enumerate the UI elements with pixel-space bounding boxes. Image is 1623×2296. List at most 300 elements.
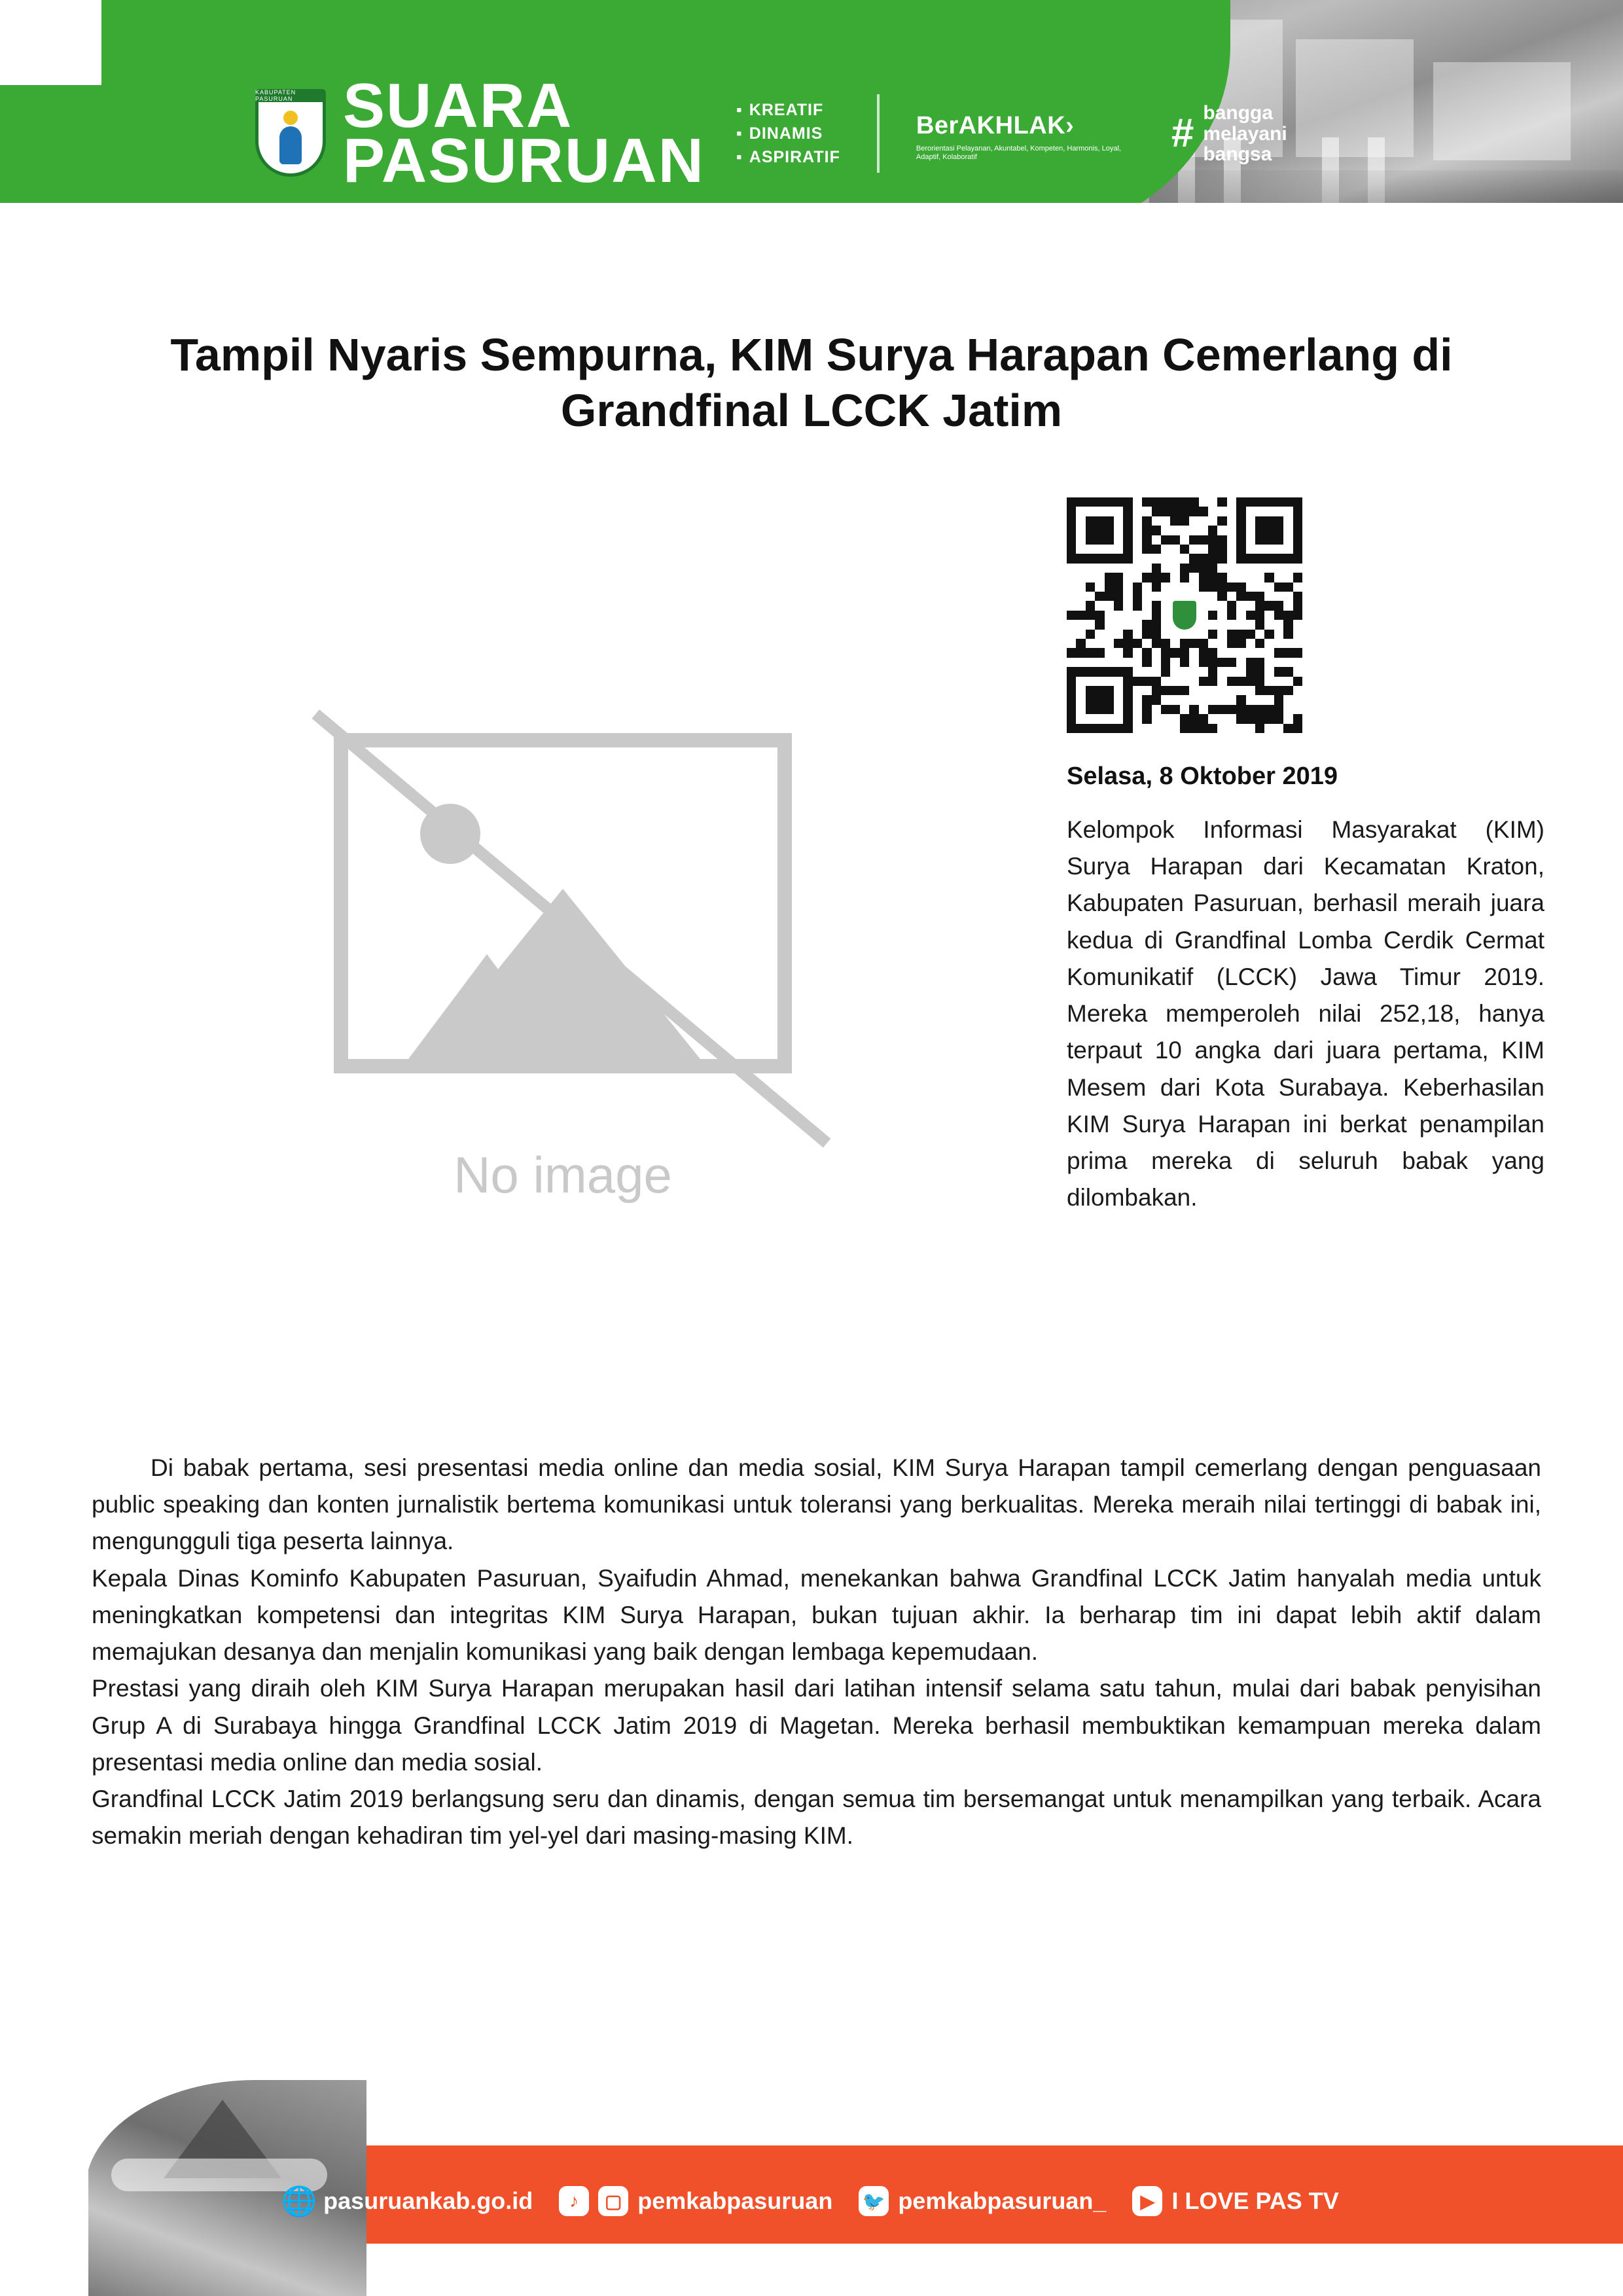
qr-module <box>1236 592 1245 601</box>
qr-module <box>1189 714 1198 723</box>
qr-module <box>1264 526 1274 535</box>
qr-module <box>1095 535 1104 545</box>
qr-module <box>1189 564 1198 573</box>
qr-module <box>1227 677 1236 686</box>
qr-module <box>1199 714 1208 723</box>
qr-module <box>1142 714 1151 723</box>
qr-module <box>1152 630 1161 639</box>
youtube-icon[interactable]: ▶ <box>1132 2186 1162 2216</box>
qr-module <box>1076 611 1085 620</box>
qr-module <box>1217 535 1226 545</box>
qr-module <box>1293 545 1302 554</box>
qr-module <box>1114 601 1123 610</box>
qr-module <box>1142 545 1151 554</box>
qr-module <box>1123 686 1132 695</box>
brand-keyword-kreatif: ▪ KREATIF <box>736 101 840 120</box>
qr-module <box>1217 573 1226 582</box>
qr-module <box>1086 695 1095 704</box>
qr-module <box>1274 535 1283 545</box>
qr-module <box>1095 724 1104 733</box>
divider <box>877 94 880 173</box>
qr-module <box>1293 601 1302 610</box>
article-paragraph: Prestasi yang diraih oleh KIM Surya Harapan merupakan hasil dari latihan intensif selama satu tahun, mulai dari babak penyisihan Grup A di Surabaya hingga Grandfinal LCCK Jatim 2019 di Magetan. Mereka berhasil membuktikan kemampuan mereka dalam presentasi media online dan media sosial. <box>92 1675 1541 1776</box>
qr-module <box>1217 554 1226 563</box>
qr-module <box>1123 648 1132 657</box>
footer-twitter[interactable] <box>859 2186 1106 2216</box>
qr-module <box>1133 601 1142 610</box>
qr-module <box>1274 705 1283 714</box>
qr-module <box>1133 677 1142 686</box>
article-body <box>92 1450 1541 1855</box>
qr-module <box>1208 611 1217 620</box>
qr-module <box>1264 535 1274 545</box>
qr-module <box>1152 507 1161 516</box>
qr-module <box>1076 724 1085 733</box>
qr-module <box>1293 677 1302 686</box>
qr-module <box>1274 686 1283 695</box>
qr-module <box>1142 526 1151 535</box>
qr-module <box>1246 714 1255 723</box>
qr-module <box>1199 507 1208 516</box>
qr-module <box>1152 686 1161 695</box>
qr-module <box>1264 705 1274 714</box>
qr-module <box>1208 564 1217 573</box>
qr-module <box>1236 705 1245 714</box>
qr-module <box>1076 497 1085 507</box>
qr-module <box>1208 630 1217 639</box>
qr-module <box>1105 695 1114 704</box>
green-block-left <box>0 85 101 223</box>
qr-module <box>1067 714 1076 723</box>
qr-module <box>1189 535 1198 545</box>
qr-module <box>1180 714 1189 723</box>
qr-module <box>1199 677 1208 686</box>
qr-module <box>1246 667 1255 676</box>
qr-module <box>1152 601 1161 610</box>
qr-module <box>1264 497 1274 507</box>
qr-module <box>1264 714 1274 723</box>
qr-module <box>1123 639 1132 648</box>
qr-module <box>1114 667 1123 676</box>
page-title: Tampil Nyaris Sempurna, KIM Surya Harapan Cemerlang di Grandfinal LCCK Jatim <box>170 329 1453 437</box>
qr-module <box>1293 592 1302 601</box>
qr-module <box>1095 620 1104 629</box>
qr-module <box>1264 630 1274 639</box>
qr-module <box>1152 526 1161 535</box>
qr-module <box>1086 611 1095 620</box>
page-header <box>0 0 1623 308</box>
qr-module <box>1283 583 1293 592</box>
pasuruan-crest-icon <box>255 90 326 177</box>
qr-module <box>1180 497 1189 507</box>
qr-module <box>1086 554 1095 563</box>
qr-module <box>1123 630 1132 639</box>
qr-module <box>1255 639 1264 648</box>
qr-module <box>1255 714 1264 723</box>
qr-module <box>1123 526 1132 535</box>
qr-module <box>1180 545 1189 554</box>
qr-module <box>1086 686 1095 695</box>
qr-module <box>1236 535 1245 545</box>
qr-module <box>1283 611 1293 620</box>
qr-module <box>1199 724 1208 733</box>
qr-module <box>1180 686 1189 695</box>
qr-module <box>1264 601 1274 610</box>
qr-module <box>1274 526 1283 535</box>
qr-module <box>1067 677 1076 686</box>
article-date: Selasa, 8 Oktober 2019 <box>1067 762 1338 790</box>
berakhlak-title <box>916 105 1132 141</box>
berakhlak-arrow-icon: › <box>1065 111 1075 139</box>
qr-module <box>1274 554 1283 563</box>
qr-module <box>1236 554 1245 563</box>
qr-module <box>1227 583 1236 592</box>
qr-module <box>1208 724 1217 733</box>
qr-module <box>1264 554 1274 563</box>
qr-module <box>1105 686 1114 695</box>
qr-module <box>1208 667 1217 676</box>
qr-module <box>1142 516 1151 526</box>
qr-module <box>1067 648 1076 657</box>
qr-module <box>1123 507 1132 516</box>
qr-module <box>1095 667 1104 676</box>
qr-module <box>1095 592 1104 601</box>
footer-youtube[interactable] <box>1132 2186 1338 2216</box>
qr-module <box>1067 724 1076 733</box>
qr-module <box>1152 583 1161 592</box>
footer-instagram-label: pemkabpasuruan <box>637 2187 833 2214</box>
qr-module <box>1208 535 1217 545</box>
qr-module <box>1142 630 1151 639</box>
footer-links <box>0 2186 1623 2216</box>
building-shape <box>1433 62 1571 160</box>
qr-module <box>1208 648 1217 657</box>
qr-module <box>1123 535 1132 545</box>
qr-module <box>1076 648 1085 657</box>
qr-module <box>1142 695 1151 704</box>
qr-module <box>1199 564 1208 573</box>
qr-module <box>1217 592 1226 601</box>
qr-module <box>1086 705 1095 714</box>
qr-module <box>1199 535 1208 545</box>
qr-module <box>1086 516 1095 526</box>
qr-module <box>1236 695 1245 704</box>
brand-keyword-dinamis: ▪ DINAMIS <box>736 124 840 143</box>
qr-module <box>1208 545 1217 554</box>
qr-module <box>1199 658 1208 667</box>
qr-module <box>1236 714 1245 723</box>
qr-module <box>1086 583 1095 592</box>
qr-center-logo-icon <box>1164 595 1205 636</box>
qr-module <box>1114 583 1123 592</box>
white-separator <box>0 203 1623 308</box>
article-paragraph: Grandfinal LCCK Jatim 2019 berlangsung seru dan dinamis, dengan semua tim bersemangat untuk menampilkan yang terbaik. Acara semakin meriah dengan kehadiran tim yel-yel dari masing-masing KIM. <box>92 1785 1541 1850</box>
qr-module <box>1236 639 1245 648</box>
qr-module <box>1105 573 1114 582</box>
qr-module <box>1274 695 1283 704</box>
qr-module <box>1105 583 1114 592</box>
qr-module <box>1255 535 1264 545</box>
qr-module <box>1105 592 1114 601</box>
globe-icon: 🌐 <box>281 2185 317 2217</box>
qr-module <box>1208 677 1217 686</box>
qr-module <box>1199 573 1208 582</box>
qr-module <box>1142 648 1151 657</box>
qr-module <box>1189 507 1198 516</box>
qr-module <box>1152 611 1161 620</box>
qr-code[interactable] <box>1067 497 1302 733</box>
qr-module <box>1123 545 1132 554</box>
footer-instagram[interactable] <box>559 2186 832 2216</box>
qr-module <box>1086 648 1095 657</box>
qr-module <box>1274 611 1283 620</box>
qr-module <box>1180 724 1189 733</box>
qr-module <box>1152 497 1161 507</box>
qr-module <box>1067 535 1076 545</box>
qr-module <box>1217 497 1226 507</box>
qr-module <box>1152 564 1161 573</box>
qr-module <box>1161 658 1170 667</box>
qr-module <box>1067 516 1076 526</box>
brand-line-1: SUARA <box>343 71 573 141</box>
twitter-icon[interactable]: 🐦 <box>859 2186 889 2216</box>
qr-module <box>1161 507 1170 516</box>
qr-module <box>1283 554 1293 563</box>
qr-module <box>1142 705 1151 714</box>
qr-module <box>1086 497 1095 507</box>
article-paragraph: Di babak pertama, sesi presentasi media online dan media sosial, KIM Surya Harapan tampil cemerlang dengan penguasaan public speaking dan konten jurnalistik bertema komunikasi untuk toleransi yang berkualitas. Mereka meraih nilai tertinggi di babak ini, mengungguli tiga peserta lainnya. <box>92 1454 1541 1555</box>
qr-module <box>1246 554 1255 563</box>
qr-module <box>1067 695 1076 704</box>
bangga-line-1: bangga <box>1203 101 1274 124</box>
qr-module <box>1246 630 1255 639</box>
qr-module <box>1067 554 1076 563</box>
qr-module <box>1114 554 1123 563</box>
footer-website-label: pasuruankab.go.id <box>323 2187 533 2214</box>
qr-module <box>1076 639 1085 648</box>
qr-module <box>1105 497 1114 507</box>
qr-module <box>1095 526 1104 535</box>
qr-module <box>1123 667 1132 676</box>
footer-website[interactable] <box>281 2185 533 2217</box>
qr-module <box>1274 714 1283 723</box>
qr-module <box>1123 554 1132 563</box>
qr-module <box>1293 497 1302 507</box>
qr-module <box>1293 554 1302 563</box>
footer-twitter-label: pemkabpasuruan_ <box>898 2187 1107 2214</box>
brand-keywords <box>736 101 840 167</box>
qr-module <box>1142 573 1151 582</box>
qr-module <box>1161 705 1170 714</box>
qr-module <box>1152 639 1161 648</box>
qr-module <box>1076 667 1085 676</box>
qr-module <box>1264 573 1274 582</box>
qr-module <box>1208 705 1217 714</box>
qr-module <box>1283 724 1293 733</box>
no-image-label: No image <box>454 1146 672 1204</box>
qr-module <box>1255 611 1264 620</box>
hash-icon: # <box>1171 111 1194 156</box>
qr-module <box>1236 677 1245 686</box>
qr-module <box>1170 497 1179 507</box>
qr-module <box>1199 583 1208 592</box>
qr-module <box>1095 648 1104 657</box>
qr-module <box>1227 611 1236 620</box>
qr-module <box>1255 658 1264 667</box>
qr-module <box>1095 686 1104 695</box>
qr-module <box>1067 526 1076 535</box>
qr-module <box>1293 714 1302 723</box>
qr-module <box>1161 497 1170 507</box>
brand-keyword-aspiratif: ▪ ASPIRATIF <box>736 148 840 167</box>
qr-module <box>1114 592 1123 601</box>
instagram-icon[interactable]: ▢ <box>598 2186 628 2216</box>
qr-module <box>1105 526 1114 535</box>
qr-module <box>1227 705 1236 714</box>
qr-module <box>1217 705 1226 714</box>
qr-module <box>1170 648 1179 657</box>
qr-module <box>1274 583 1283 592</box>
qr-module <box>1199 648 1208 657</box>
qr-module <box>1255 667 1264 676</box>
qr-module <box>1293 516 1302 526</box>
qr-module <box>1067 507 1076 516</box>
qr-module <box>1255 526 1264 535</box>
qr-module <box>1217 545 1226 554</box>
qr-module <box>1236 526 1245 535</box>
qr-module <box>1161 667 1170 676</box>
page-footer <box>0 2080 1623 2296</box>
bangga-line-2: melayani <box>1203 122 1287 145</box>
qr-module <box>1236 507 1245 516</box>
qr-module <box>1283 667 1293 676</box>
qr-module <box>1152 620 1161 629</box>
berakhlak-logo <box>916 105 1132 163</box>
bangga-text <box>1203 103 1287 165</box>
qr-module <box>1086 526 1095 535</box>
qr-module <box>1067 611 1076 620</box>
qr-module <box>1283 497 1293 507</box>
qr-module <box>1067 545 1076 554</box>
qr-module <box>1114 639 1123 648</box>
qr-module <box>1227 630 1236 639</box>
qr-module <box>1114 573 1123 582</box>
bangga-melayani-bangsa-logo <box>1171 103 1287 165</box>
tiktok-icon[interactable]: ♪ <box>559 2186 589 2216</box>
qr-module <box>1095 611 1104 620</box>
qr-module <box>1170 535 1179 545</box>
qr-module <box>1180 516 1189 526</box>
qr-module <box>1095 705 1104 714</box>
qr-module <box>1227 658 1236 667</box>
qr-module <box>1086 630 1095 639</box>
qr-module <box>1189 705 1198 714</box>
article-image-placeholder <box>281 694 844 1257</box>
qr-module <box>1067 667 1076 676</box>
berakhlak-text: BerAKHLAK <box>916 111 1066 139</box>
qr-module <box>1123 516 1132 526</box>
qr-module <box>1152 677 1161 686</box>
qr-module <box>1255 554 1264 563</box>
qr-module <box>1246 611 1255 620</box>
qr-module <box>1255 677 1264 686</box>
qr-module <box>1283 620 1293 629</box>
qr-module <box>1236 583 1245 592</box>
qr-module <box>1086 667 1095 676</box>
qr-module <box>1236 516 1245 526</box>
qr-module <box>1086 724 1095 733</box>
footer-youtube-label: I LOVE PAS TV <box>1171 2187 1339 2214</box>
qr-module <box>1236 545 1245 554</box>
qr-module <box>1293 507 1302 516</box>
qr-module <box>1274 516 1283 526</box>
qr-module <box>1246 497 1255 507</box>
qr-module <box>1123 695 1132 704</box>
crest-shield <box>255 90 326 177</box>
qr-module <box>1255 686 1264 695</box>
qr-module <box>1208 526 1217 535</box>
qr-module <box>1293 526 1302 535</box>
qr-module <box>1105 667 1114 676</box>
qr-module <box>1123 677 1132 686</box>
qr-module <box>1095 497 1104 507</box>
qr-module <box>1255 497 1264 507</box>
article-paragraph: Kepala Dinas Kominfo Kabupaten Pasuruan, Syaifudin Ahmad, menekankan bahwa Grandfinal LCCK Jatim hanyalah media untuk meningkatkan kompetensi dan integritas KIM Surya Harapan, bukan tujuan akhir. Ia berharap tim ini dapat lebih aktif dalam memajukan desanya dan menjalin komunikasi yang baik dengan lembaga kepemudaan. <box>92 1564 1541 1666</box>
qr-module <box>1283 686 1293 695</box>
qr-module <box>1133 592 1142 601</box>
qr-module <box>1076 554 1085 563</box>
qr-module <box>1170 705 1179 714</box>
qr-module <box>1293 611 1302 620</box>
qr-module <box>1255 705 1264 714</box>
article-lead: Kelompok Informasi Masyarakat (KIM) Surya Harapan dari Kecamatan Kraton, Kabupaten Pasuruan, berhasil meraih juara kedua di Grandfinal Lomba Cerdik Cermat Komunikatif (LCCK) Jawa Timur 2019. Mereka memperoleh nilai 252,18, hanya terpaut 10 angka dari juara pertama, KIM Mesem dari Kota Surabaya. Keberhasilan KIM Surya Harapan ini berkat penampilan prima mereka di seluruh babak yang dilombakan. <box>1067 816 1544 1211</box>
qr-module <box>1067 497 1076 507</box>
qr-module <box>1123 497 1132 507</box>
qr-module <box>1180 648 1189 657</box>
qr-module <box>1217 516 1226 526</box>
qr-module <box>1236 630 1245 639</box>
qr-module <box>1189 554 1198 563</box>
qr-module <box>1208 573 1217 582</box>
qr-module <box>1246 592 1255 601</box>
qr-module <box>1142 677 1151 686</box>
qr-module <box>1114 724 1123 733</box>
qr-module <box>1199 554 1208 563</box>
qr-module <box>1067 705 1076 714</box>
qr-module <box>1133 583 1142 592</box>
qr-module <box>1161 535 1170 545</box>
qr-module <box>1180 639 1189 648</box>
qr-module <box>1142 620 1151 629</box>
qr-module <box>1208 658 1217 667</box>
brand-lockup <box>255 71 1287 196</box>
qr-module <box>1105 705 1114 714</box>
qr-module <box>1114 497 1123 507</box>
qr-module <box>1170 516 1179 526</box>
qr-module <box>1189 724 1198 733</box>
qr-module <box>1246 677 1255 686</box>
qr-module <box>1095 516 1104 526</box>
qr-module <box>1283 630 1293 639</box>
crest-label: KABUPATEN PASURUAN <box>255 89 326 102</box>
qr-module <box>1274 601 1283 610</box>
qr-module <box>1123 705 1132 714</box>
qr-module <box>1180 658 1189 667</box>
qr-module <box>1067 686 1076 695</box>
qr-module <box>1208 554 1217 563</box>
qr-module <box>1217 658 1226 667</box>
qr-module <box>1255 724 1264 733</box>
